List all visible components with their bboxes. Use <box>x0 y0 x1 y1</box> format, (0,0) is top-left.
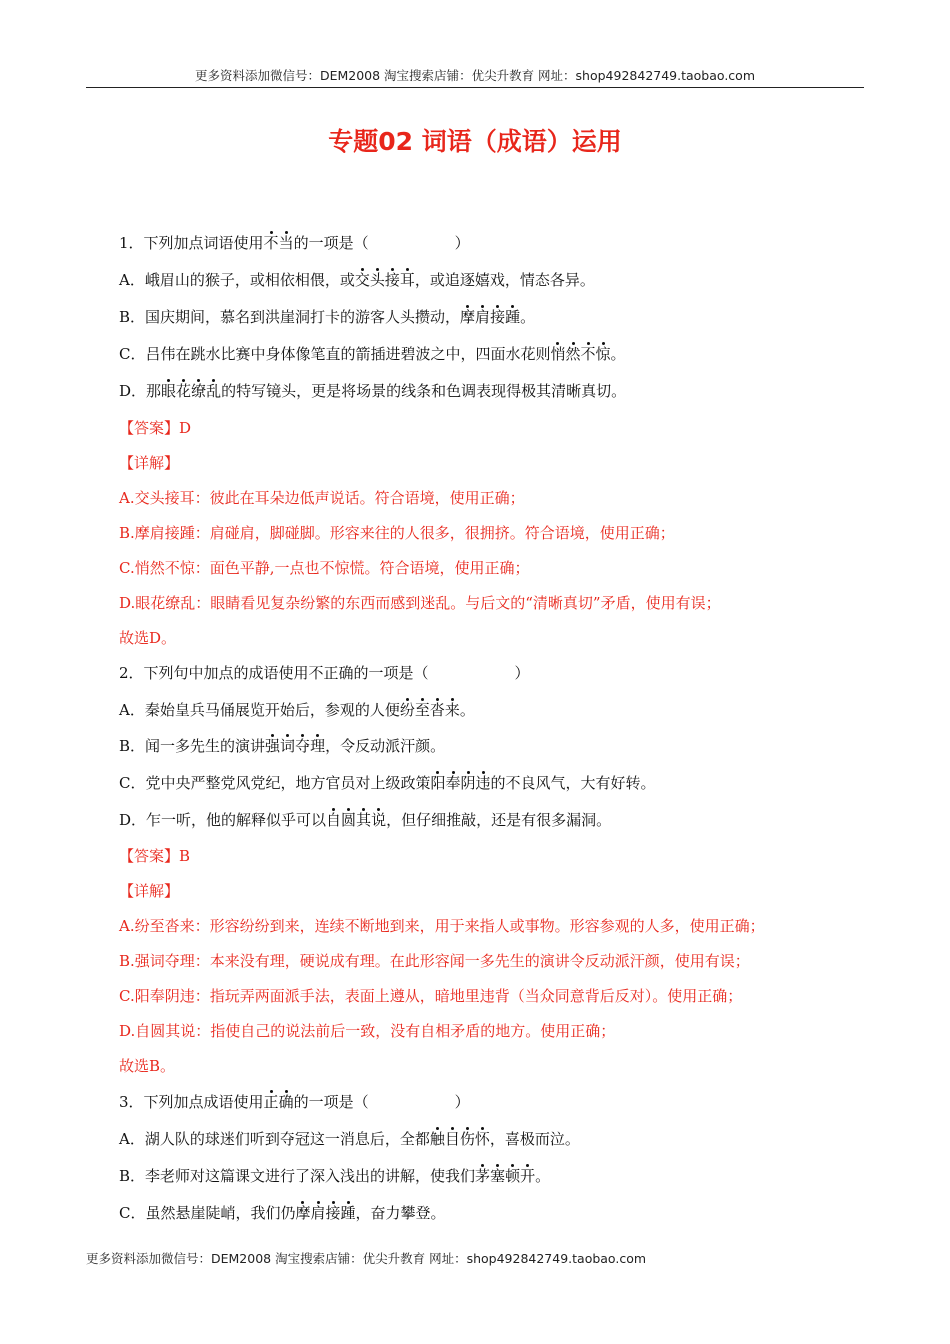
question-2-explanation-d: D.自圆其说：指使自己的说法前后一致，没有自相矛盾的地方。使用正确； <box>119 1022 616 1040</box>
question-1-option-b: B．国庆期间，慕名到洪崖洞打卡的游客人头攒动，摩肩接踵。 <box>119 308 536 326</box>
emphasis-char: 不 <box>263 234 279 252</box>
question-1-explanation-b: B.摩肩接踵：肩碰肩，脚碰脚。形容来往的人很多，很拥挤。符合语境，使用正确； <box>119 524 675 542</box>
page-header: 更多资料添加微信号：DEM2008 淘宝搜索店铺：优尖升教育 网址：shop492842749.taobao.com <box>194 68 756 83</box>
question-2-detail-label: 【详解】 <box>119 882 180 900</box>
question-3-option-c: C．虽然悬崖陡峭，我们仍摩肩接踵，奋力攀登。 <box>119 1204 446 1222</box>
question-1-explanation-c: C.悄然不惊：面色平静,一点也不惊慌。符合语境，使用正确； <box>119 559 530 577</box>
question-3-option-b: B．李老师对这篇课文进行了深入浅出的讲解，使我们茅塞顿开。 <box>119 1167 551 1185</box>
question-2-explanation-b: B.强词夺理：本来没有理，硬说成有理。在此形容闻一多先生的演讲令反动派汗颜，使用有误； <box>119 952 750 970</box>
question-2-choose: 故选B。 <box>119 1057 176 1075</box>
question-1-option-c: C．吕伟在跳水比赛中身体像笔直的箭插进碧波之中，四面水花则悄然不惊。 <box>119 345 626 363</box>
question-2-answer: 【答案】B <box>119 847 191 865</box>
question-2-stem: 2．下列句中加点的成语使用不正确的一项是（ ） <box>119 664 530 682</box>
question-1-detail-label: 【详解】 <box>119 454 180 472</box>
question-1-choose: 故选D。 <box>119 629 177 647</box>
question-3-option-a: A．湖人队的球迷们听到夺冠这一消息后，全都触目伤怀，喜极而泣。 <box>119 1130 580 1148</box>
question-2-option-d: D．乍一听，他的解释似乎可以自圆其说，但仔细推敲，还是有很多漏洞。 <box>119 811 612 829</box>
question-1-explanation-d: D.眼花缭乱：眼睛看见复杂纷繁的东西而感到迷乱。与后文的“清晰真切”矛盾，使用有误； <box>119 594 721 612</box>
question-1-option-d: D．那眼花缭乱的特写镜头，更是将场景的线条和色调表现得极其清晰真切。 <box>119 382 627 400</box>
question-1-answer: 【答案】D <box>119 419 192 437</box>
emphasis-char: 当 <box>278 234 294 252</box>
page-title: 专题02 词语（成语）运用 <box>328 127 622 156</box>
question-1-explanation-a: A.交头接耳：彼此在耳朵边低声说话。符合语境，使用正确； <box>119 489 525 507</box>
question-2-option-c: C．党中央严整党风党纪，地方官员对上级政策阳奉阴违的不良风气，大有好转。 <box>119 774 656 792</box>
question-1-option-a: A．峨眉山的猴子，或相依相偎，或交头接耳，或追逐嬉戏，情态各异。 <box>119 271 595 289</box>
page-footer: 更多资料添加微信号：DEM2008 淘宝搜索店铺：优尖升教育 网址：shop492842749.taobao.com <box>86 1251 647 1266</box>
question-1-stem: 1．下列加点词语使用不当的一项是（ ） <box>119 234 470 252</box>
question-3-stem: 3．下列加点成语使用正确的一项是（ ） <box>119 1093 470 1111</box>
question-2-option-a: A．秦始皇兵马俑展览开始后，参观的人便纷至沓来。 <box>119 701 475 719</box>
question-2-explanation-c: C.阳奉阴违：指玩弄两面派手法，表面上遵从，暗地里违背（当众同意背后反对）。使用正确； <box>119 987 743 1005</box>
question-2-option-b: B．闻一多先生的演讲强词夺理，令反动派汗颜。 <box>119 737 446 755</box>
question-2-explanation-a: A.纷至沓来：形容纷纷到来，连续不断地到来，用于来指人或事物。形容参观的人多，使用正确； <box>119 917 765 935</box>
header-divider <box>86 87 864 88</box>
